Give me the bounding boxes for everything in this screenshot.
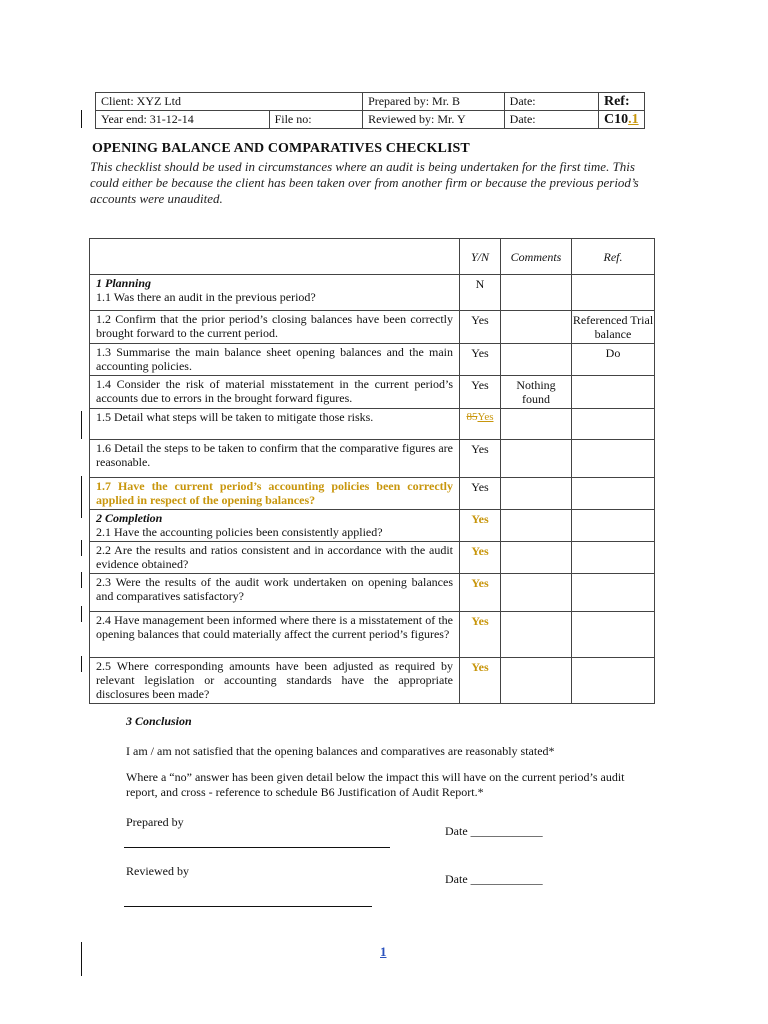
ref-header: Ref.	[572, 239, 655, 275]
comment-1-2	[501, 311, 572, 344]
date-cell: Date:	[504, 111, 598, 129]
conclusion-statement: I am / am not satisfied that the opening balances and comparatives are reasonably stated*	[126, 744, 555, 758]
answer-1-7: Yes	[460, 478, 501, 510]
comments-header: Comments	[501, 239, 572, 275]
date-label: Date ____________	[445, 824, 543, 838]
question-1-3: 1.3 Summarise the main balance sheet opening balances and the main accounting policies.	[90, 344, 460, 376]
struck-text: 85	[466, 411, 478, 423]
comment-2-5	[501, 658, 572, 704]
question-1-1	[90, 275, 460, 311]
comment-2-2	[501, 542, 572, 574]
comment-1-3	[501, 344, 572, 376]
section-heading-conclusion: 3 Conclusion	[126, 714, 192, 728]
question-1-7: 1.7 Have the current period’s accounting policies been correctly applied in respect of the opening balances?	[90, 478, 460, 510]
change-bar	[81, 411, 82, 439]
section-heading-completion: 2 Completion	[96, 511, 163, 525]
date-label: Date ____________	[445, 872, 543, 886]
ref-2-2	[572, 542, 655, 574]
answer-2-4: Yes	[460, 612, 501, 658]
signature-line	[124, 847, 390, 848]
ref-1-7	[572, 478, 655, 510]
question-header	[90, 239, 460, 275]
question-text: 1.1 Was there an audit in the previous period?	[96, 290, 316, 304]
page-title: OPENING BALANCE AND COMPARATIVES CHECKLIST	[92, 141, 470, 156]
prepared-by-cell: Prepared by: Mr. B	[363, 93, 505, 111]
ref-2-5	[572, 658, 655, 704]
header-table	[95, 92, 645, 129]
answer-2-5: Yes	[460, 658, 501, 704]
answer-1-4: Yes	[460, 376, 501, 409]
client-cell: Client: XYZ Ltd	[96, 93, 363, 111]
answer-1-1: N	[460, 275, 501, 311]
change-bar	[81, 572, 82, 588]
signature-line	[124, 906, 372, 907]
comment-1-6	[501, 440, 572, 478]
question-2-5: 2.5 Where corresponding amounts have been adjusted as required by relevant legislation or accounting standards have the appropriate disclosures been made?	[90, 658, 460, 704]
comment-2-4	[501, 612, 572, 658]
comment-2-3	[501, 574, 572, 612]
question-1-6: 1.6 Detail the steps to be taken to confirm that the comparative figures are reasonable.	[90, 440, 460, 478]
conclusion-instruction: Where a “no” answer has been given detail below the impact this will have on the current period’s audit report, and cross - reference to schedule B6 Justification of Audit Report.*	[126, 770, 625, 799]
answer-2-2: Yes	[460, 542, 501, 574]
change-bar	[81, 942, 82, 976]
inserted-text: Yes	[477, 411, 494, 423]
ref-1-3: Do	[572, 344, 655, 376]
question-2-4: 2.4 Have management been informed where there is a misstatement of the opening balances that could materially affect the current period’s figures?	[90, 612, 460, 658]
ref-1-4	[572, 376, 655, 409]
comment-1-4: Nothing found	[501, 376, 572, 409]
question-1-2: 1.2 Confirm that the prior period’s closing balances have been correctly brought forward to the current period.	[90, 311, 460, 344]
question-1-4: 1.4 Consider the risk of material misstatement in the current period’s accounts due to errors in the brought forward figures.	[90, 376, 460, 409]
comment-1-1	[501, 275, 572, 311]
answer-1-5	[460, 409, 501, 440]
yn-header: Y/N	[460, 239, 501, 275]
checklist-table	[89, 238, 655, 704]
page-number: 1	[380, 944, 387, 959]
answer-2-1: Yes	[460, 510, 501, 542]
ref-1-6	[572, 440, 655, 478]
year-end-cell: Year end: 31-12-14	[96, 111, 270, 129]
comment-1-7	[501, 478, 572, 510]
file-no-cell: File no:	[269, 111, 363, 129]
change-bar	[81, 110, 82, 128]
ref-2-1	[572, 510, 655, 542]
change-bar	[81, 606, 82, 622]
ref-1-2: Referenced Trial balance	[572, 311, 655, 344]
reviewed-by-label: Reviewed by	[126, 864, 189, 878]
ref-2-4	[572, 612, 655, 658]
section-heading-planning: 1 Planning	[96, 276, 152, 290]
question-1-5: 1.5 Detail what steps will be taken to mitigate those risks.	[90, 409, 460, 440]
intro-text: This checklist should be used in circumstances where an audit is being undertaken for the first time. This could either be because the client has been taken over from another firm or because the previous period’s accounts were unaudited.	[90, 159, 639, 206]
date-cell: Date:	[504, 93, 598, 111]
reviewed-by-cell: Reviewed by: Mr. Y	[363, 111, 505, 129]
prepared-by-label: Prepared by	[126, 815, 184, 829]
answer-1-2: Yes	[460, 311, 501, 344]
change-bar	[81, 656, 82, 672]
ref-code-text: C10	[603, 112, 629, 127]
change-bar	[81, 540, 82, 556]
answer-1-6: Yes	[460, 440, 501, 478]
question-text: 2.1 Have the accounting policies been consistently applied?	[96, 525, 383, 539]
ref-label: Ref:	[598, 93, 644, 111]
ref-1-1	[572, 275, 655, 311]
answer-2-3: Yes	[460, 574, 501, 612]
ref-2-3	[572, 574, 655, 612]
ref-suffix: .1	[628, 112, 639, 127]
question-2-2: 2.2 Are the results and ratios consistent and in accordance with the audit evidence obtained?	[90, 542, 460, 574]
comment-1-5	[501, 409, 572, 440]
question-2-3: 2.3 Were the results of the audit work undertaken on opening balances and comparatives satisfactory?	[90, 574, 460, 612]
ref-code	[598, 111, 644, 129]
comment-2-1	[501, 510, 572, 542]
change-bar	[81, 476, 82, 518]
answer-1-3: Yes	[460, 344, 501, 376]
ref-1-5	[572, 409, 655, 440]
question-2-1	[90, 510, 460, 542]
